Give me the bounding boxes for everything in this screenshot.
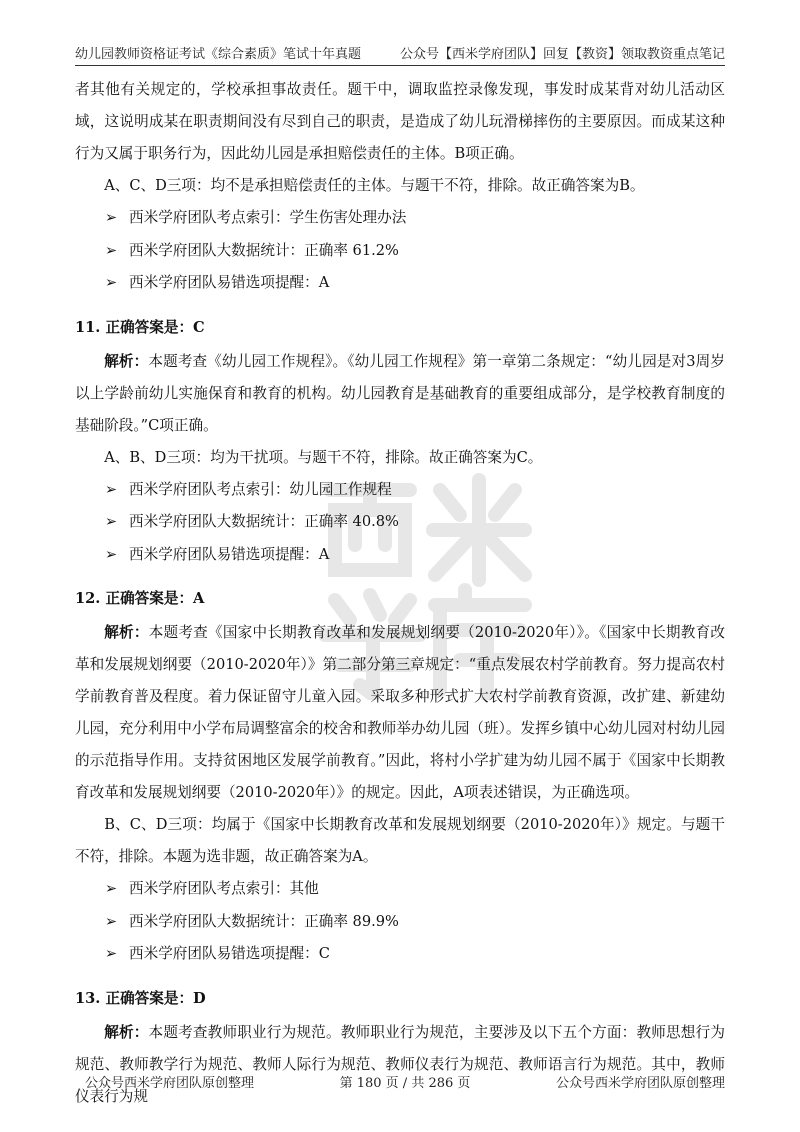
paragraph	[75, 170, 725, 202]
document-body	[75, 74, 725, 1113]
arrow-bullet-icon: ➢	[105, 513, 118, 530]
header-left-title: 幼儿园教师资格证考试《综合素质》笔试十年真题	[75, 47, 362, 62]
paragraph	[75, 617, 725, 809]
arrow-bullet-icon: ➢	[105, 545, 118, 563]
paragraph-text: 本题考查《幼儿园工作规程》。《幼儿园工作规程》第一章第二条规定：“幼儿园是对3周岁以上学龄前幼儿实施保育和教育的机构。幼儿园教育是基础教育的重要组成部分，是学校教育制度的基础阶段。”C项正确。	[75, 352, 725, 434]
page-number: 第 180 页 / 共 286 页	[339, 1076, 471, 1091]
paragraph	[75, 809, 725, 873]
paragraph	[75, 1017, 725, 1113]
arrow-bullet-icon: ➢	[105, 241, 118, 259]
list-item	[75, 938, 725, 971]
arrow-bullet-icon: ➢	[105, 945, 118, 962]
paragraph-text: 者其他有关规定的，学校承担事故责任。题干中，调取监控录像发现，事发时成某背对幼儿活动区域，这说明成某在职责期间没有尽到自己的职责，是造成了幼儿玩滑梯摔伤的主要原因。而成某这种行为又属于职务行为，因此幼儿园是承担赔偿责任的主体。B项正确。	[75, 81, 725, 162]
list-item	[75, 235, 725, 268]
arrow-bullet-icon: ➢	[105, 274, 118, 291]
paragraph-text: B、C、D三项：均属于《国家中长期教育改革和发展规划纲要（2010-2020年）》规定。与题干不符，排除。本题为选非题，故正确答案为A。	[75, 816, 725, 865]
list-item	[75, 906, 725, 939]
list-item-text: 西米学府团队易错选项提醒：A	[129, 545, 330, 563]
arrow-bullet-icon: ➢	[105, 912, 118, 930]
footer-right: 公众号西米学府团队原创整理	[555, 1076, 725, 1091]
paragraph	[75, 346, 725, 442]
page-footer	[85, 1072, 725, 1091]
analysis-label: 解析：	[104, 352, 149, 370]
list-item	[75, 474, 725, 507]
list-item-text: 西米学府团队大数据统计：正确率 40.8%	[129, 513, 399, 530]
analysis-label: 解析：	[104, 1023, 149, 1041]
paragraph-text: 本题考查教师职业行为规范。教师职业行为规范，主要涉及以下五个方面：教师思想行为规范、教师教学行为规范、教师人际行为规范、教师仪表行为规范、教师语言行为规范。其中，教师仪表行为规	[75, 1023, 725, 1105]
list-item-text: 西米学府团队大数据统计：正确率 61.2%	[129, 241, 399, 259]
page-header	[75, 38, 725, 66]
paragraph	[75, 442, 725, 474]
footer-left: 公众号西米学府团队原创整理	[85, 1076, 255, 1091]
list-item	[75, 539, 725, 572]
paragraph	[75, 74, 725, 170]
list-item-text: 西米学府团队易错选项提醒：A	[129, 274, 330, 291]
arrow-bullet-icon: ➢	[105, 480, 118, 498]
paragraph-text: A、B、D三项：均为干扰项。与题干不符，排除。故正确答案为C。	[104, 448, 543, 466]
list-item-text: 西米学府团队考点索引：其他	[129, 880, 319, 897]
list-item-text: 西米学府团队易错选项提醒：C	[129, 945, 330, 962]
list-item-text: 西米学府团队考点索引：幼儿园工作规程	[129, 480, 392, 498]
question-answer-heading: 12. 正确答案是：A	[75, 590, 205, 607]
question-answer-heading: 11. 正确答案是：C	[75, 318, 205, 336]
list-item	[75, 202, 725, 235]
paragraph-text: 本题考查《国家中长期教育改革和发展规划纲要（2010-2020年）》。《国家中长期教育改革和发展规划纲要（2010-2020年）》第二部分第三章规定：“重点发展农村学前教育。努力提高农村学前教育普及程度。着力保证留守儿童入园。采取多种形式扩大农村学前教育资源，改扩建、新建幼儿园，充分利用中小学布局调整富余的校舍和教师举办幼儿园（班）。发挥乡镇中心幼儿园对村幼儿园的示范指导作用。支持贫困地区发展学前教育。”因此，将村小学扩建为幼儿园不属于《国家中长期教育改革和发展规划纲要（2010-2020年）》的规定。因此，A项表述错误，为正确选项。	[75, 624, 725, 801]
list-item-text: 西米学府团队大数据统计：正确率 89.9%	[129, 912, 399, 930]
paragraph-text: A、C、D三项：均不是承担赔偿责任的主体。与题干不符，排除。故正确答案为B。	[104, 177, 645, 194]
list-item-text: 西米学府团队考点索引：学生伤害处理办法	[129, 209, 407, 226]
arrow-bullet-icon: ➢	[105, 209, 118, 226]
arrow-bullet-icon: ➢	[105, 880, 118, 897]
list-item	[75, 506, 725, 539]
header-right-notice: 公众号【西米学府团队】回复【教资】领取教资重点笔记	[399, 47, 725, 62]
list-item	[75, 267, 725, 300]
analysis-label: 解析：	[104, 624, 149, 641]
question-answer-heading: 13. 正确答案是：D	[75, 989, 206, 1007]
list-item	[75, 873, 725, 906]
